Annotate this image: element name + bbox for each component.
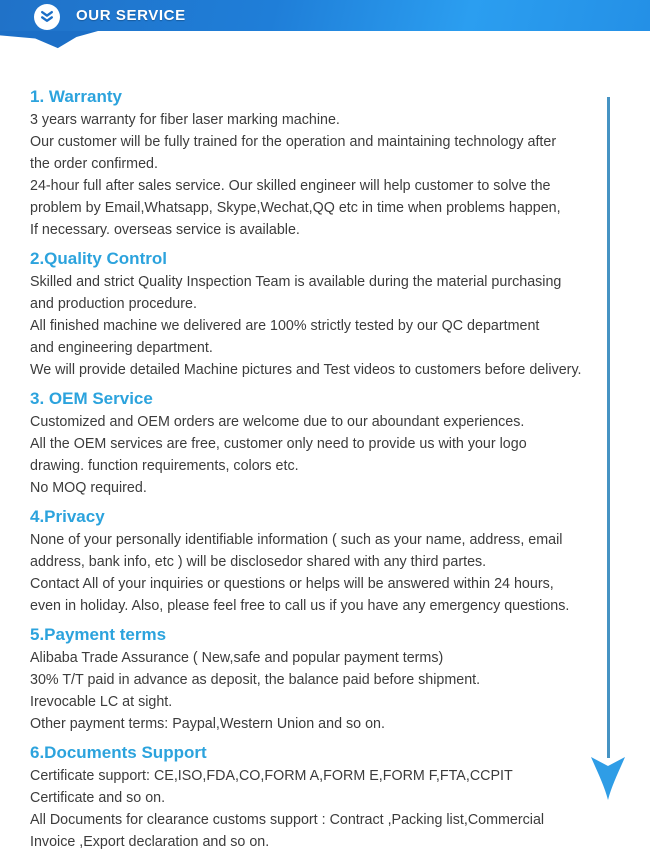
service-section [30,742,606,853]
body-text-line: Certificate and so on. [30,790,166,806]
body-text-line: 24-hour full after sales service. Our skilled engineer will help customer to solve the [30,178,551,194]
body-text-line: We will provide detailed Machine pictures and Test videos to customers before delivery. [30,362,582,378]
down-arrow-head-icon [589,757,627,800]
body-text-line: and production procedure. [30,296,197,312]
body-text-line: No MOQ required. [30,480,147,496]
body-text-line: If necessary. overseas service is available. [30,222,300,238]
body-text-line: address, bank info, etc ) will be disclosedor shared with any third partes. [30,554,487,570]
body-text-line: Our customer will be fully trained for the operation and maintaining technology after [30,134,557,150]
service-section [30,86,606,241]
body-text-line: All Documents for clearance customs support : Contract ,Packing list,Commercial [30,812,545,828]
body-text-line: even in holiday. Also, please feel free to call us if you have any emergency questions. [30,598,570,614]
service-section [30,248,606,381]
body-text-line: Invoice ,Export declaration and so on. [30,834,270,850]
service-section [30,624,606,735]
body-text-line: drawing. function requirements, colors etc. [30,458,299,474]
section-header-bar [0,0,650,31]
body-text-line: 3 years warranty for fiber laser marking machine. [30,112,340,128]
body-text-line: All finished machine we delivered are 100% strictly tested by our QC department [30,318,540,334]
body-text-line: Other payment terms: Paypal,Western Union and so on. [30,716,385,732]
body-text-line: Certificate support: CE,ISO,FDA,CO,FORM A,FORM E,FORM F,FTA,CCPIT [30,768,513,784]
sections [30,31,606,860]
down-arrow-shaft [607,97,610,758]
body-text-line: Irevocable LC at sight. [30,694,173,710]
section-heading: 4.Privacy [30,507,105,526]
page-title: OUR SERVICE [76,7,186,24]
body-text-line: Contact All of your inquiries or questions or helps will be answered within 24 hours, [30,576,554,592]
service-section [30,506,606,617]
section-heading: 5.Payment terms [30,625,167,644]
double-chevron-down-icon [34,4,60,30]
body-text-line: None of your personally identifiable information ( such as your name, address, email [30,532,563,548]
body-text-line: and engineering department. [30,340,213,356]
body-text-line: Customized and OEM orders are welcome due to our aboundant experiences. [30,414,525,430]
body-text-line: 30% T/T paid in advance as deposit, the balance paid before shipment. [30,672,481,688]
service-section [30,388,606,499]
body-text-line: Skilled and strict Quality Inspection Team is available during the material purchasing [30,274,562,290]
section-heading: 1. Warranty [30,87,122,106]
body-text-line: All the OEM services are free, customer only need to provide us with your logo [30,436,527,452]
body-text-line: problem by Email,Whatsapp, Skype,Wechat,QQ etc in time when problems happen, [30,200,561,216]
body-text-line: Alibaba Trade Assurance ( New,safe and popular payment terms) [30,650,444,666]
body-text-line: the order confirmed. [30,156,158,172]
section-heading: 6.Documents Support [30,743,207,762]
section-heading: 2.Quality Control [30,249,167,268]
section-heading: 3. OEM Service [30,389,153,408]
